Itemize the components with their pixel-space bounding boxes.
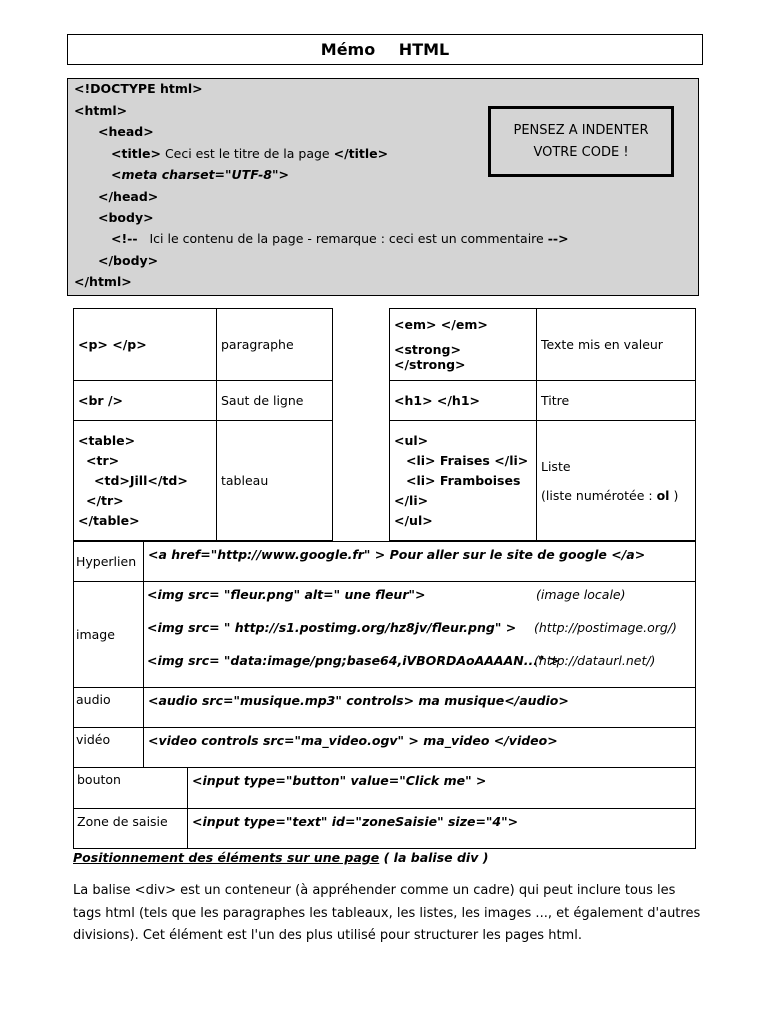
table-row — [390, 309, 696, 381]
tag-cell-table — [74, 421, 217, 541]
code-title-line — [111, 146, 388, 161]
tag-cell-br: <br /> — [74, 381, 217, 421]
code-li-1: <li> Fraises </li> — [406, 452, 529, 468]
code-table-open: <table> — [78, 432, 136, 448]
code-body-open: <body> — [98, 210, 154, 225]
page-title — [67, 34, 703, 65]
code-td: <td>Jill</td> — [94, 472, 188, 488]
code-doctype: <!DOCTYPE html> — [74, 81, 203, 96]
desc-numbered-tag: ol — [656, 487, 670, 503]
tag-cell-ul — [390, 421, 537, 541]
code-html-open: <html> — [74, 103, 128, 118]
code-tr-close: </tr> — [86, 492, 124, 508]
code-button: <input type="button" value="Click me" > — [188, 768, 696, 809]
table-row — [74, 728, 696, 768]
code-comment-close: --> — [547, 231, 569, 246]
section-heading-rest: ( la balise div ) — [383, 850, 489, 865]
label-button: bouton — [74, 768, 188, 809]
indent-reminder-box — [488, 106, 674, 177]
code-tr-open: <tr> — [86, 452, 120, 468]
tag-cell-h1: <h1> </h1> — [390, 381, 537, 421]
code-li-close: </li> — [394, 492, 429, 508]
code-img-local: <img src= "fleur.png" alt=" une fleur"> — [147, 587, 426, 602]
desc-cell-paragraph: paragraphe — [217, 309, 333, 381]
code-title-open: <title> — [111, 146, 161, 161]
code-strong: <strong> </strong> — [394, 342, 466, 372]
desc-cell-linebreak: Saut de ligne — [217, 381, 333, 421]
right-tag-table — [389, 308, 696, 541]
input-tag-table — [73, 767, 696, 849]
title-word-html: HTML — [398, 40, 450, 59]
desc-list: Liste — [541, 458, 571, 474]
code-comment-line — [111, 231, 569, 246]
code-video: <video controls src="ma_video.ogv" > ma_video </video> — [144, 728, 696, 768]
code-ul-open: <ul> — [394, 432, 429, 448]
note-img-dataurl: (http://dataurl.net/) — [534, 653, 656, 668]
section-heading-div — [73, 850, 488, 865]
label-video: vidéo — [74, 728, 144, 768]
table-row — [74, 381, 333, 421]
code-comment-text: Ici le contenu de la page - remarque : ceci est un commentaire — [149, 231, 544, 246]
code-li-2: <li> Framboises — [406, 472, 521, 488]
div-explanation-paragraph: La balise <div> est un conteneur (à appréhender comme un cadre) qui peut inclure tous les tags html (tels que les paragraphes les tableaux, les listes, les images ..., et également d'autres divisions). Cet élément est l'un des plus utilisé pour structurer les pages html. — [73, 883, 701, 943]
table-row — [74, 542, 696, 582]
label-audio: audio — [74, 688, 144, 728]
code-ul-close: </ul> — [394, 512, 433, 528]
image-examples-cell — [144, 582, 696, 688]
notice-line-1: PENSEZ A INDENTER — [513, 123, 649, 138]
desc-numbered-end: ) — [673, 487, 679, 503]
code-img-remote: <img src= " http://s1.postimg.org/hz8jv/fleur.png" > — [147, 620, 517, 635]
desc-numbered-text: (liste numérotée : — [541, 487, 653, 503]
desc-cell-table: tableau — [217, 421, 333, 541]
code-comment-open: <!-- — [111, 231, 138, 246]
desc-cell-list — [537, 421, 696, 541]
table-row — [74, 309, 333, 381]
code-meta: <meta charset="UTF-8"> — [111, 167, 289, 182]
note-img-local: (image locale) — [536, 587, 626, 602]
code-text-input: <input type="text" id="zoneSaisie" size="4"> — [188, 809, 696, 849]
code-title-close: </title> — [333, 146, 389, 161]
code-hyperlink: <a href="http://www.google.fr" > Pour aller sur le site de google </a> — [144, 542, 696, 582]
code-em: <em> </em> — [394, 317, 488, 332]
table-row — [74, 768, 696, 809]
code-head-close: </head> — [98, 189, 159, 204]
code-audio: <audio src="musique.mp3" controls> ma musique</audio> — [144, 688, 696, 728]
tag-cell-p: <p> </p> — [74, 309, 217, 381]
label-image: image — [74, 582, 144, 688]
title-word-memo: Mémo — [320, 40, 376, 59]
section-heading-main: Positionnement des éléments sur une page — [73, 850, 380, 865]
desc-cell-title: Titre — [537, 381, 696, 421]
table-row — [74, 688, 696, 728]
desc-numbered-list — [541, 488, 691, 503]
code-html-close: </html> — [74, 274, 132, 289]
desc-cell-emphasis: Texte mis en valeur — [537, 309, 696, 381]
code-head-open: <head> — [98, 124, 154, 139]
code-img-dataurl: <img src= "data:image/png;base64,iVBORDAoAAAAN..." > — [147, 653, 560, 668]
code-table-close: </table> — [78, 512, 140, 528]
media-tag-table — [73, 541, 696, 768]
code-body-close: </body> — [98, 253, 159, 268]
tag-cell-em-strong — [390, 309, 537, 381]
label-text-input: Zone de saisie — [74, 809, 188, 849]
table-row — [74, 421, 333, 541]
note-img-remote: (http://postimage.org/) — [534, 620, 677, 635]
table-row — [390, 421, 696, 541]
code-title-text: Ceci est le titre de la page — [164, 146, 330, 161]
table-row — [390, 381, 696, 421]
table-row — [74, 582, 696, 688]
label-hyperlink: Hyperlien — [74, 542, 144, 582]
table-row — [74, 809, 696, 849]
left-tag-table — [73, 308, 333, 541]
notice-line-2: VOTRE CODE ! — [533, 145, 629, 160]
